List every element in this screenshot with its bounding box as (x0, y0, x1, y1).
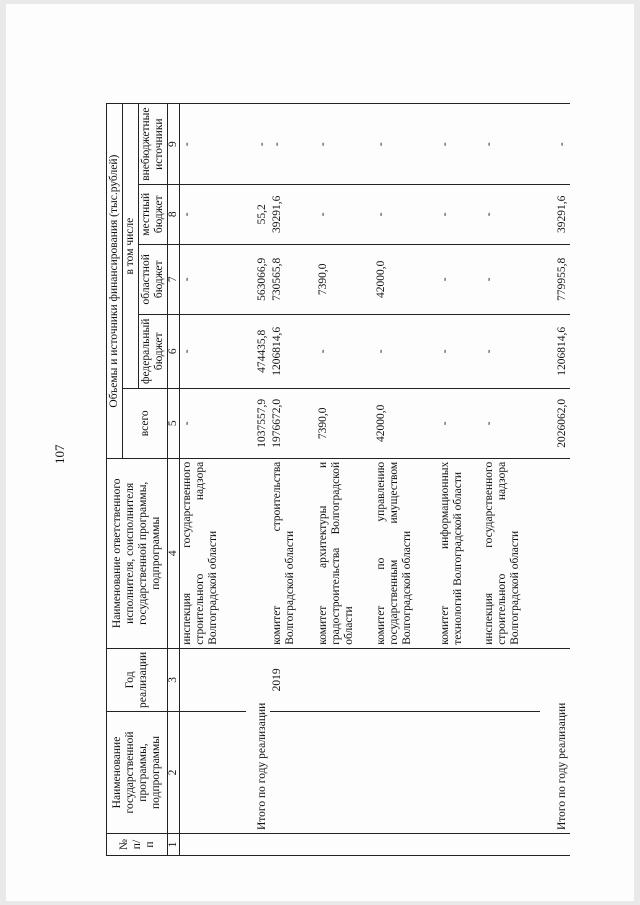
extra-cell: - (482, 104, 540, 184)
regional-cell: 779955,8 (540, 244, 570, 314)
year-cell: 2019 (270, 648, 316, 711)
regional-cell: - (482, 244, 540, 314)
federal-header: федеральный бюджет (139, 314, 168, 388)
federal-cell: 1206814,6 (270, 314, 316, 388)
local-cell: 39291,6 (540, 184, 570, 244)
col-num-header: № п/п (107, 834, 168, 856)
total-cell: 7390,0 (316, 388, 374, 458)
extra-cell: - (316, 104, 374, 184)
total-row (246, 104, 270, 856)
total-cell: - (438, 388, 482, 458)
regional-cell: 563066,9 (246, 244, 270, 314)
column-number: 5 (168, 388, 180, 458)
column-number: 8 (168, 184, 180, 244)
extra-cell: - (540, 104, 570, 184)
extra-cell: - (438, 104, 482, 184)
column-number-row (168, 104, 180, 856)
federal-cell: 474435,8 (246, 314, 270, 388)
local-cell: - (316, 184, 374, 244)
header-row-1 (107, 104, 123, 856)
federal-cell: - (482, 314, 540, 388)
table-row (374, 104, 438, 856)
total-row (540, 104, 570, 856)
table-row (482, 104, 540, 856)
column-number: 4 (168, 458, 180, 648)
column-number: 9 (168, 104, 180, 184)
table-row (270, 104, 316, 856)
funding-header: Объемы и источники финансирования (тыс.рублей) (107, 104, 123, 458)
column-number: 3 (168, 648, 180, 711)
regional-cell: - (180, 244, 246, 314)
col-executor-header: Наименование ответственного исполнителя, соисполнителя государственной программы, подпрограммы (107, 458, 168, 648)
total-header: всего (123, 388, 168, 458)
executor-cell: комитет по управлению государственным имуществом Волгоградской области (374, 458, 438, 648)
regional-header: областной бюджет (139, 244, 168, 314)
local-cell: 39291,6 (270, 184, 316, 244)
col-year-header: Год реализации (107, 648, 168, 711)
total-cell: - (482, 388, 540, 458)
total-cell: 42000,0 (374, 388, 438, 458)
federal-cell: - (316, 314, 374, 388)
column-number: 6 (168, 314, 180, 388)
executor-cell: инспекция государственного строительного надзора Волгоградской области (482, 458, 540, 648)
local-cell: - (482, 184, 540, 244)
column-number: 1 (168, 834, 180, 856)
total-cell: - (180, 388, 246, 458)
extra-header: внебюджетные источники (139, 104, 168, 184)
regional-cell: 730565,8 (270, 244, 316, 314)
total-cell: 1976672,0 (270, 388, 316, 458)
total-cell: 2026062,0 (540, 388, 570, 458)
column-number: 2 (168, 712, 180, 834)
extra-cell: - (246, 104, 270, 184)
table-row (438, 104, 482, 856)
federal-cell: 1206814,6 (540, 314, 570, 388)
federal-cell: - (438, 314, 482, 388)
table-row (316, 104, 374, 856)
federal-cell: - (374, 314, 438, 388)
local-cell: - (374, 184, 438, 244)
extra-cell: - (270, 104, 316, 184)
column-number: 7 (168, 244, 180, 314)
executor-cell: инспекция государственного строительного надзора Волгоградской области (180, 458, 246, 648)
federal-cell: - (180, 314, 246, 388)
col-program-header: Наименование государственной программы, подпрограммы (107, 712, 168, 834)
page-number: 107 (52, 444, 67, 464)
extra-cell: - (180, 104, 246, 184)
regional-cell: - (438, 244, 482, 314)
total-cell: 1037557,9 (246, 388, 270, 458)
local-cell: - (438, 184, 482, 244)
local-cell: 55,2 (246, 184, 270, 244)
executor-cell: комитет строительства Волгоградской области (270, 458, 316, 648)
local-cell: - (180, 184, 246, 244)
funding-table (106, 103, 570, 856)
regional-cell: 42000,0 (374, 244, 438, 314)
regional-cell: 7390,0 (316, 244, 374, 314)
rotated-table-area (106, 36, 640, 856)
executor-cell: комитет архитектуры и градостроительства Волгоградской области (316, 458, 374, 648)
document-page (6, 4, 634, 901)
total-label: Итого по году реализации (246, 648, 270, 833)
executor-cell: комитет информационных технологий Волгоградской области (438, 458, 482, 648)
including-header: в том числе (123, 104, 139, 388)
total-label: Итого по году реализации (540, 648, 570, 833)
table-row (180, 104, 246, 856)
extra-cell: - (374, 104, 438, 184)
local-header: местный бюджет (139, 184, 168, 244)
